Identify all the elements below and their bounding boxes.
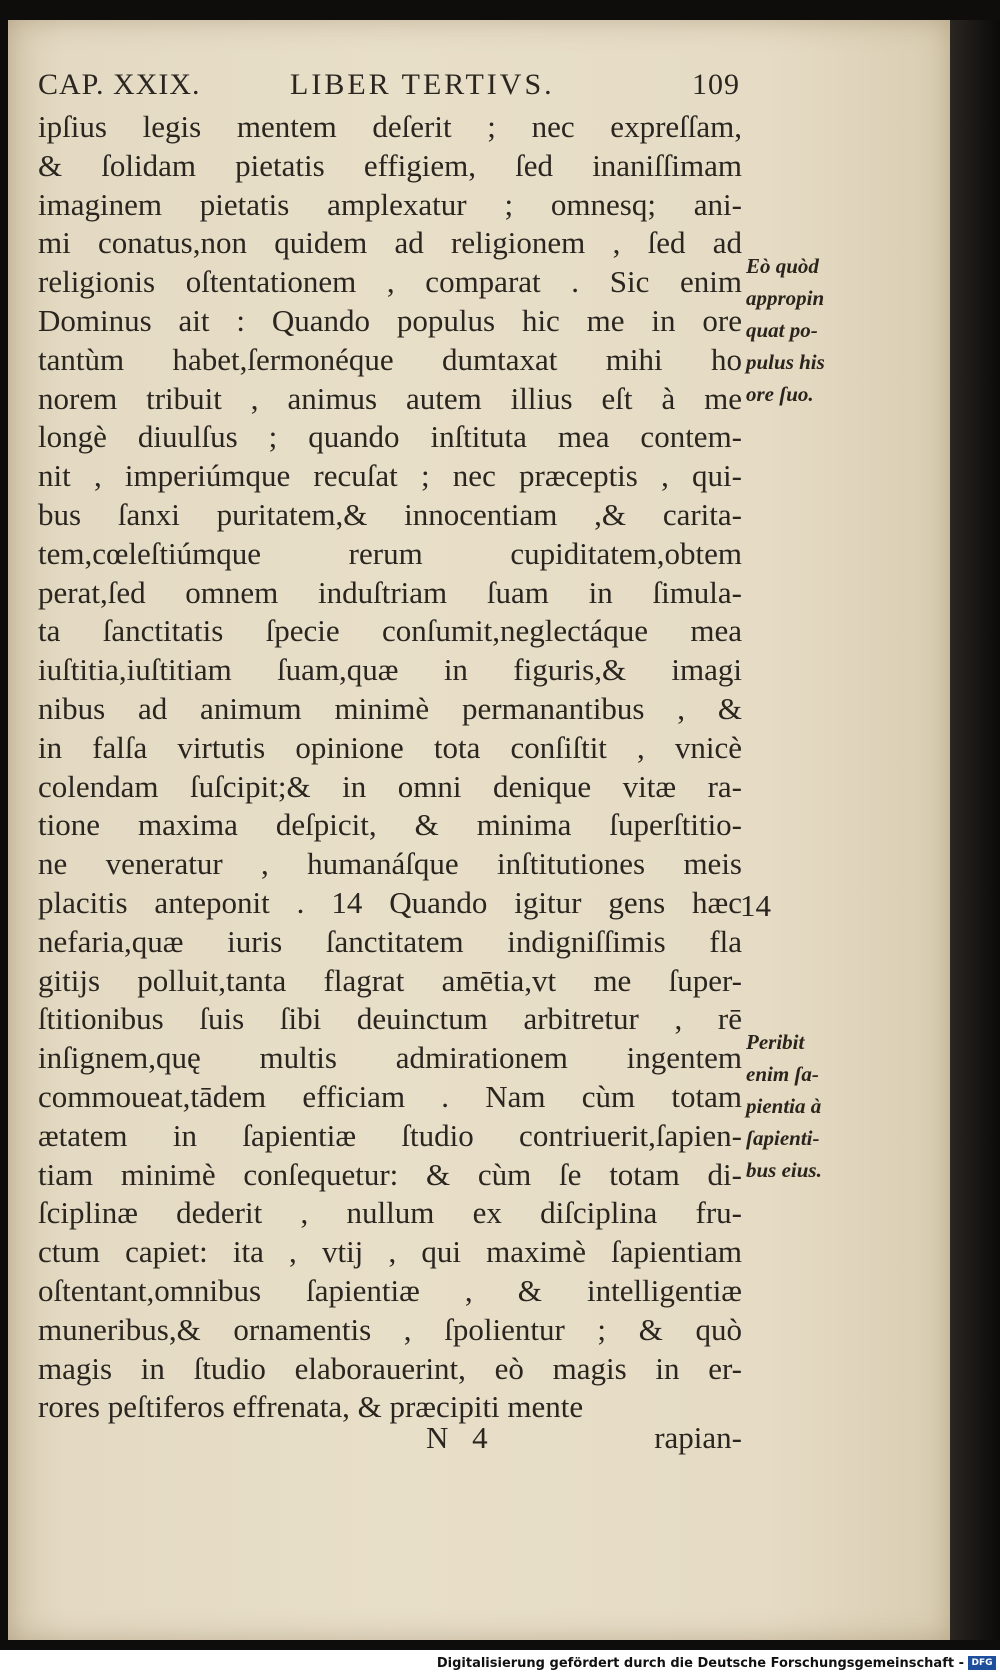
marginal-note-line: quat po- [746, 318, 818, 342]
signature-mark: N 4 [426, 1420, 496, 1455]
marginal-note-line: Eò quòd [746, 254, 819, 278]
marginal-note-line: enim ſa- [746, 1062, 819, 1086]
text-line: iuſtitia,iuſtitiam ſuam,quæ in figuris,& imagi [38, 652, 742, 688]
text-line: nibus ad animum minimè permanantibus , & [38, 690, 742, 726]
running-header [38, 68, 740, 112]
marginal-note-line: appropin [746, 286, 825, 310]
marginal-note-line: ore ſuo. [746, 382, 814, 406]
dfg-badge: DFG [968, 1656, 996, 1670]
text-line: oſtentant,omnibus ſapientiæ , & intelligentiæ [38, 1272, 742, 1308]
text-line: ta ſanctitatis ſpecie conſumit,neglectáque mea [38, 613, 742, 649]
text-line: tione maxima deſpicit, & minima ſuperſtitio- [38, 807, 742, 843]
credit-text: Digitalisierung gefördert durch die Deutsche Forschungsgemeinschaft - [436, 1656, 964, 1671]
text-line: Dominus ait : Quando populus hic me in ore [38, 302, 742, 338]
text-line: gitijs polluit,tanta flagrat amētia,vt me ſuper- [38, 962, 742, 998]
marginal-note-line: pulus his [746, 350, 825, 374]
page-number: 109 [692, 68, 740, 101]
text-line: in falſa virtutis opinione tota conſiſtit , vnicè [38, 729, 742, 765]
text-line: commoueat,tādem efficiam . Nam cùm totam [38, 1078, 742, 1114]
text-line: placitis anteponit . 14 Quando igitur gens hæc [38, 884, 742, 920]
text-line: ctum capiet: ita , vtij , qui maximè ſapientiam [38, 1234, 742, 1270]
text-line: norem tribuit , animus autem illius eſt à me [38, 380, 742, 416]
text-line: bus ſanxi puritatem,& innocentiam ,& carita- [38, 496, 742, 532]
text-line: mi conatus,non quidem ad religionem , ſed ad [38, 225, 742, 261]
text-line: longè diuulſus ; quando inſtituta mea contem- [38, 419, 742, 455]
marginal-note-1 [746, 250, 866, 410]
text-line: magis in ſtudio elaborauerint, eò magis in er- [38, 1350, 742, 1386]
main-text-block [38, 108, 742, 1427]
text-line: ipſius legis mentem deſerit ; nec expreſſam, [38, 109, 742, 144]
marginal-note-line: ſapienti- [746, 1126, 820, 1150]
marginal-verse-number: 14 [740, 888, 771, 923]
text-line: rores peſtiferos effrenata, & præcipiti mente [38, 1389, 584, 1425]
text-line: inſignem,quę multis admirationem ingentem [38, 1040, 742, 1076]
page-edge-shadow [950, 20, 1000, 1640]
text-line: ſciplinæ dederit , nullum ex diſciplina fru- [38, 1195, 742, 1231]
text-line: imaginem pietatis amplexatur ; omnesq; ani- [38, 186, 742, 222]
text-line: tiam minimè conſequetur: & cùm ſe totam di- [38, 1156, 742, 1192]
chapter-heading: CAP. XXIX. [38, 68, 201, 101]
text-line: & ſolidam pietatis effigiem, ſed inaniſſimam [38, 147, 742, 183]
catchword: rapian- [654, 1420, 742, 1455]
text-line: nit , imperiúmque recuſat ; nec præceptis , qui- [38, 458, 742, 494]
text-line: tantùm habet,ſermonéque dumtaxat mihi ho [38, 341, 742, 377]
text-line: ætatem in ſapientiæ ſtudio contriuerit,ſapien- [38, 1117, 742, 1153]
text-line: nefaria,quæ iuris ſanctitatem indigniſſimis fla [38, 923, 742, 959]
text-line: perat,ſed omnem induſtriam ſuam in ſimula- [38, 574, 742, 610]
text-line: colendam ſuſcipit;& in omni denique vitæ ra- [38, 768, 742, 804]
marginal-note-line: Peribit [746, 1030, 805, 1054]
page-footer [38, 1420, 742, 1462]
marginal-note-line: pientia à [746, 1094, 822, 1118]
text-line: muneribus,& ornamentis , ſpolientur ; & quò [38, 1311, 742, 1347]
text-line: religionis oſtentationem , comparat . Sic enim [38, 264, 742, 300]
marginal-note-2 [746, 1026, 866, 1186]
text-line: ne veneratur , humanáſque inſtitutiones meis [38, 846, 742, 882]
digitization-credit-bar [0, 1650, 1000, 1676]
text-line: tem,cœleſtiúmque rerum cupiditatem,obtem [38, 535, 742, 571]
marginal-note-line: bus eius. [746, 1158, 822, 1182]
text-line: ſtitionibus ſuis ſibi deuinctum arbitretur , rē [38, 1001, 742, 1037]
book-title-heading: LIBER TERTIVS. [290, 68, 555, 101]
